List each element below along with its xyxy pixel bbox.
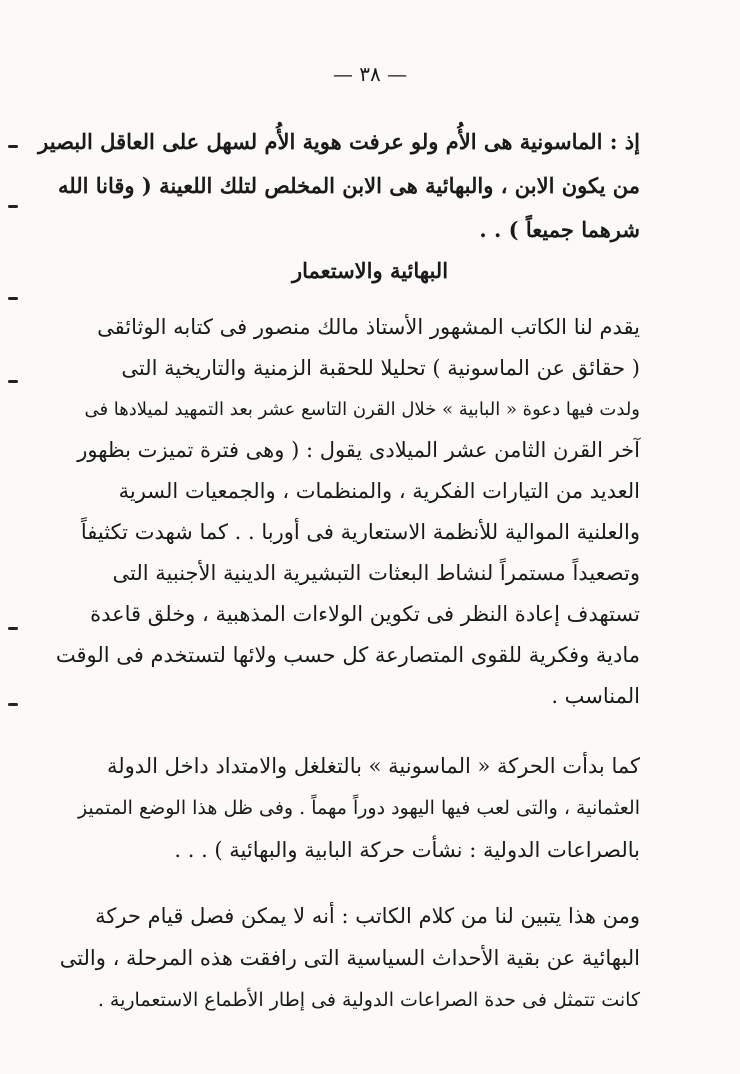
- section3-line: ومن هذا يتبين لنا من كلام الكاتب : أنه لا يمكن فصل قيام حركة: [95, 904, 640, 928]
- intro-line: إذ : الماسونية هى الأُم ولو عرفت هوية الأُم لسهل على العاقل البصير: [38, 129, 640, 154]
- section1-line: المناسب .: [551, 684, 640, 708]
- section2-paragraph: [77, 745, 640, 871]
- margin-mark: [8, 297, 18, 300]
- margin-mark: [8, 703, 18, 706]
- section1-line: ولدت فيها دعوة « البابية » خلال القرن التاسع عشر بعد التمهيد لميلادها فى: [84, 399, 640, 420]
- section1-line: يقدم لنا الكاتب المشهور الأستاذ مالك منصور فى كتابه الوثائقى: [97, 315, 640, 339]
- margin-mark: [8, 205, 18, 208]
- section1-line: وتصعيداً مستمراً لنشاط البعثات التبشيرية الدينية الأجنبية التى: [112, 561, 640, 585]
- section1-line: والعلنية الموالية للأنظمة الاستعارية فى أوربا . . كما شهدت تكثيفاً: [80, 520, 640, 544]
- section3-line: كانت تتمثل فى حدة الصراعات الدولية فى إطار الأطماع الاستعمارية .: [97, 989, 640, 1011]
- section1-line: العديد من التيارات الفكرية ، والمنظمات ، والجمعيات السرية: [118, 479, 640, 503]
- section2-line: العثمانية ، والتى لعب فيها اليهود دوراً مهماً . وفى ظل هذا الوضع المتميز: [77, 797, 640, 819]
- section1-paragraph: [55, 307, 640, 717]
- section-heading: البهائية والاستعمار: [291, 258, 449, 283]
- section1-line: تستهدف إعادة النظر فى تكوين الولاءات المذهبية ، وخلق قاعدة: [90, 602, 640, 626]
- section1-line: مادية وفكرية للقوى المتصارعة كل حسب ولائها لتستخدم فى الوقت: [55, 643, 640, 667]
- section3-line: البهائية عن بقية الأحداث السياسية التى رافقت هذه المرحلة ، والتى: [59, 946, 640, 970]
- margin-mark: [8, 145, 18, 148]
- margin-mark: [8, 627, 18, 630]
- intro-line: من يكون الابن ، والبهائية هى الابن المخلص لتلك اللعينة ( وقانا الله: [58, 173, 640, 198]
- section1-line: آخر القرن الثامن عشر الميلادى يقول : ( وهى فترة تميزت بظهور: [77, 438, 640, 462]
- section2-line: بالصراعات الدولية : نشأت حركة البابية والبهائية ) . . .: [174, 838, 640, 862]
- section2-line: كما بدأت الحركة « الماسونية » بالتغلغل والامتداد داخل الدولة: [106, 754, 640, 778]
- page-number: — ٣٨ —: [332, 62, 408, 86]
- intro-line: شرهما جميعاً ) . .: [479, 217, 640, 242]
- section1-line: ( حقائق عن الماسونية ) تحليلا للحقبة الزمنية والتاريخية التى: [121, 356, 640, 380]
- intro-paragraph: [38, 120, 640, 252]
- section3-paragraph: [59, 895, 640, 1021]
- margin-mark: [8, 380, 18, 383]
